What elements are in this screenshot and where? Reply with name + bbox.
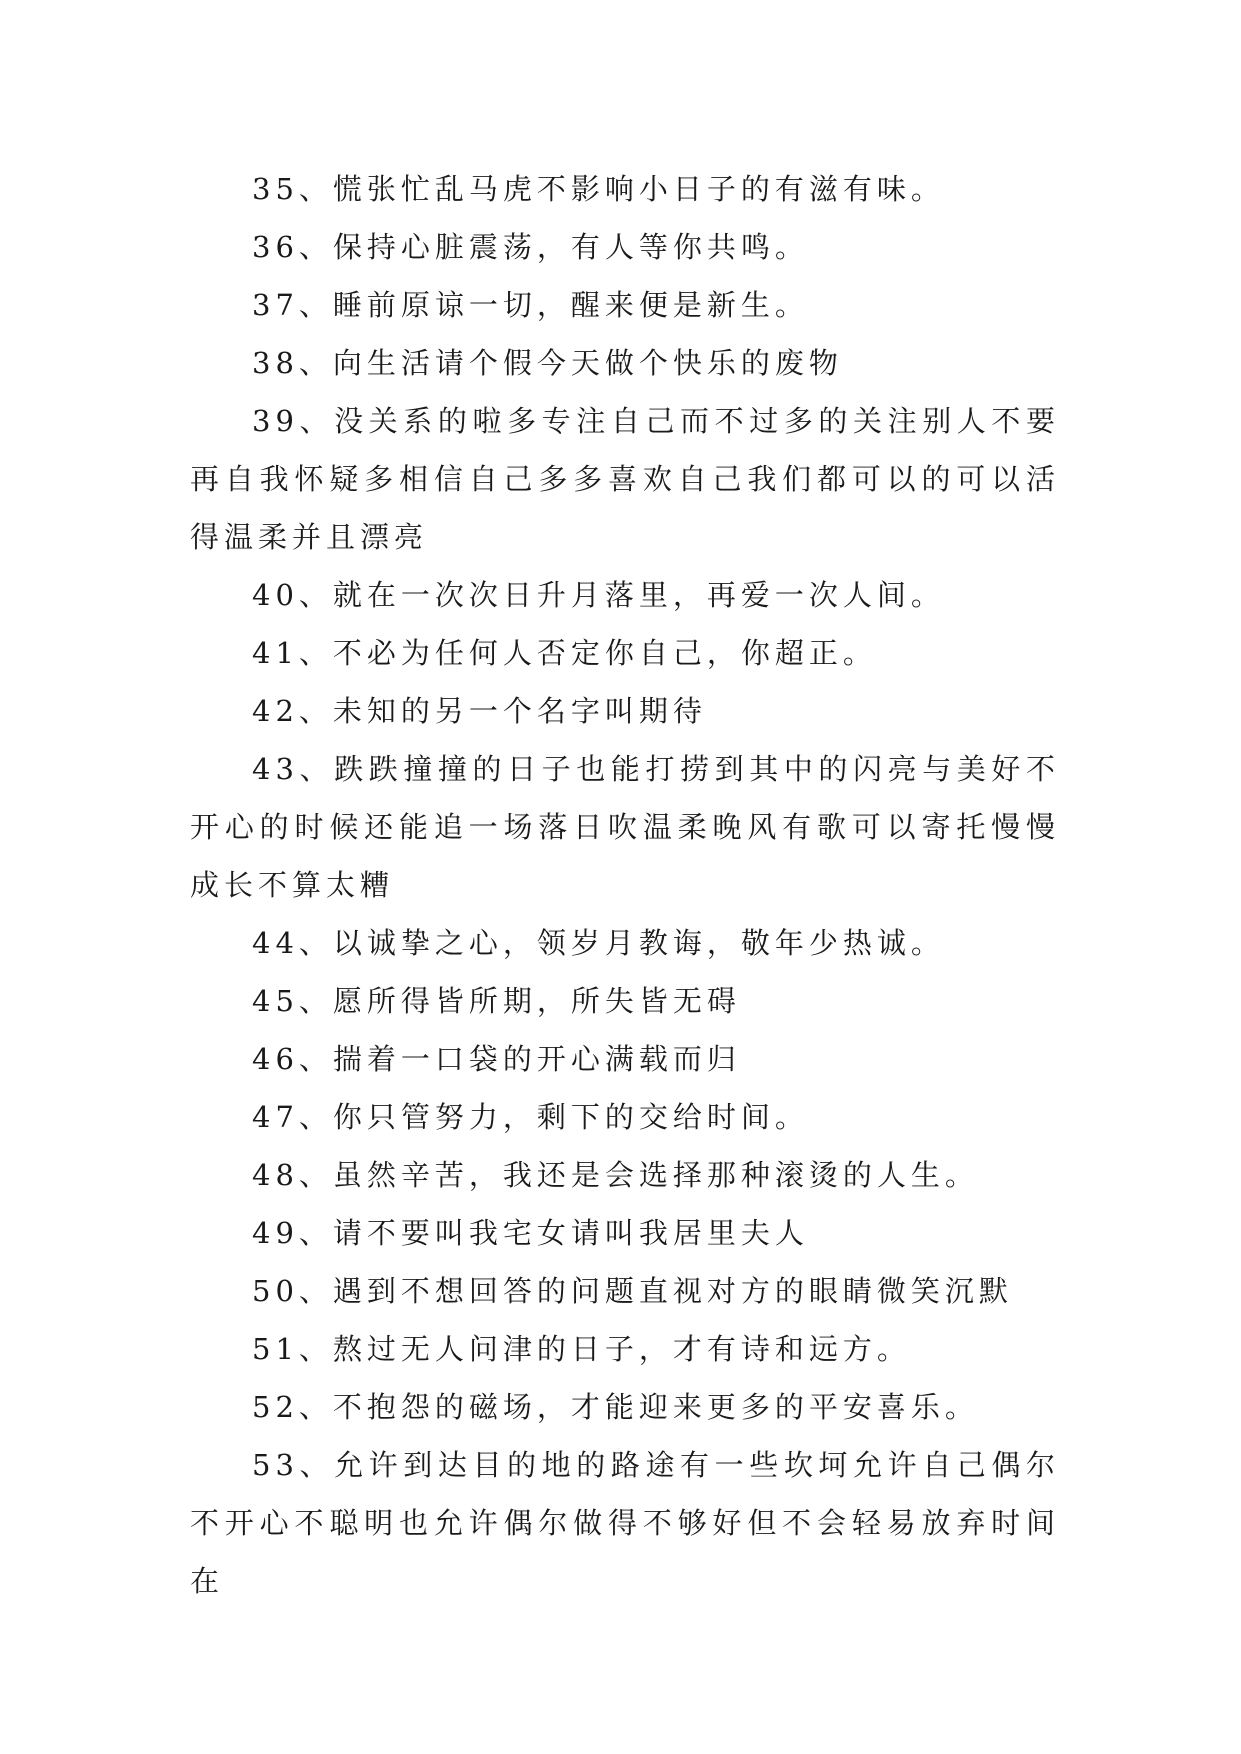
- paragraph-36: 36、保持心脏震荡，有人等你共鸣。: [252, 230, 809, 264]
- paragraph-48: 48、虽然辛苦，我还是会选择那种滚烫的人生。: [252, 1158, 979, 1192]
- paragraph-51: 51、熬过无人问津的日子，才有诗和远方。: [252, 1332, 911, 1366]
- paragraph-47: 47、你只管努力，剩下的交给时间。: [252, 1100, 809, 1134]
- paragraph-43: 43、跌跌撞撞的日子也能打捞到其中的闪亮与美好不开心的时候还能追一场落日吹温柔晚风有歌可以寄托慢慢成长不算太糟: [190, 752, 1060, 902]
- paragraph-35: 35、慌张忙乱马虎不影响小日子的有滋有味。: [252, 172, 945, 206]
- paragraph-50: 50、遇到不想回答的问题直视对方的眼睛微笑沉默: [252, 1274, 1013, 1308]
- paragraph-49: 49、请不要叫我宅女请叫我居里夫人: [252, 1216, 809, 1250]
- paragraph-40: 40、就在一次次日升月落里，再爱一次人间。: [252, 578, 945, 612]
- paragraph-45: 45、愿所得皆所期，所失皆无碍: [252, 984, 741, 1018]
- document-body: [190, 160, 1060, 1610]
- paragraph-46: 46、揣着一口袋的开心满载而归: [252, 1042, 741, 1076]
- paragraph-39: 39、没关系的啦多专注自己而不过多的关注别人不要再自我怀疑多相信自己多多喜欢自己我们都可以的可以活得温柔并且漂亮: [190, 404, 1060, 554]
- paragraph-38: 38、向生活请个假今天做个快乐的废物: [252, 346, 843, 380]
- paragraph-37: 37、睡前原谅一切，醒来便是新生。: [252, 288, 809, 322]
- paragraph-41: 41、不必为任何人否定你自己，你超正。: [252, 636, 877, 670]
- paragraph-42: 42、未知的另一个名字叫期待: [252, 694, 707, 728]
- paragraph-44: 44、以诚挚之心，领岁月教诲，敬年少热诚。: [252, 926, 945, 960]
- paragraph-52: 52、不抱怨的磁场，才能迎来更多的平安喜乐。: [252, 1390, 979, 1424]
- paragraph-53: 53、允许到达目的地的路途有一些坎坷允许自己偶尔不开心不聪明也允许偶尔做得不够好但不会轻易放弃时间在: [190, 1448, 1060, 1598]
